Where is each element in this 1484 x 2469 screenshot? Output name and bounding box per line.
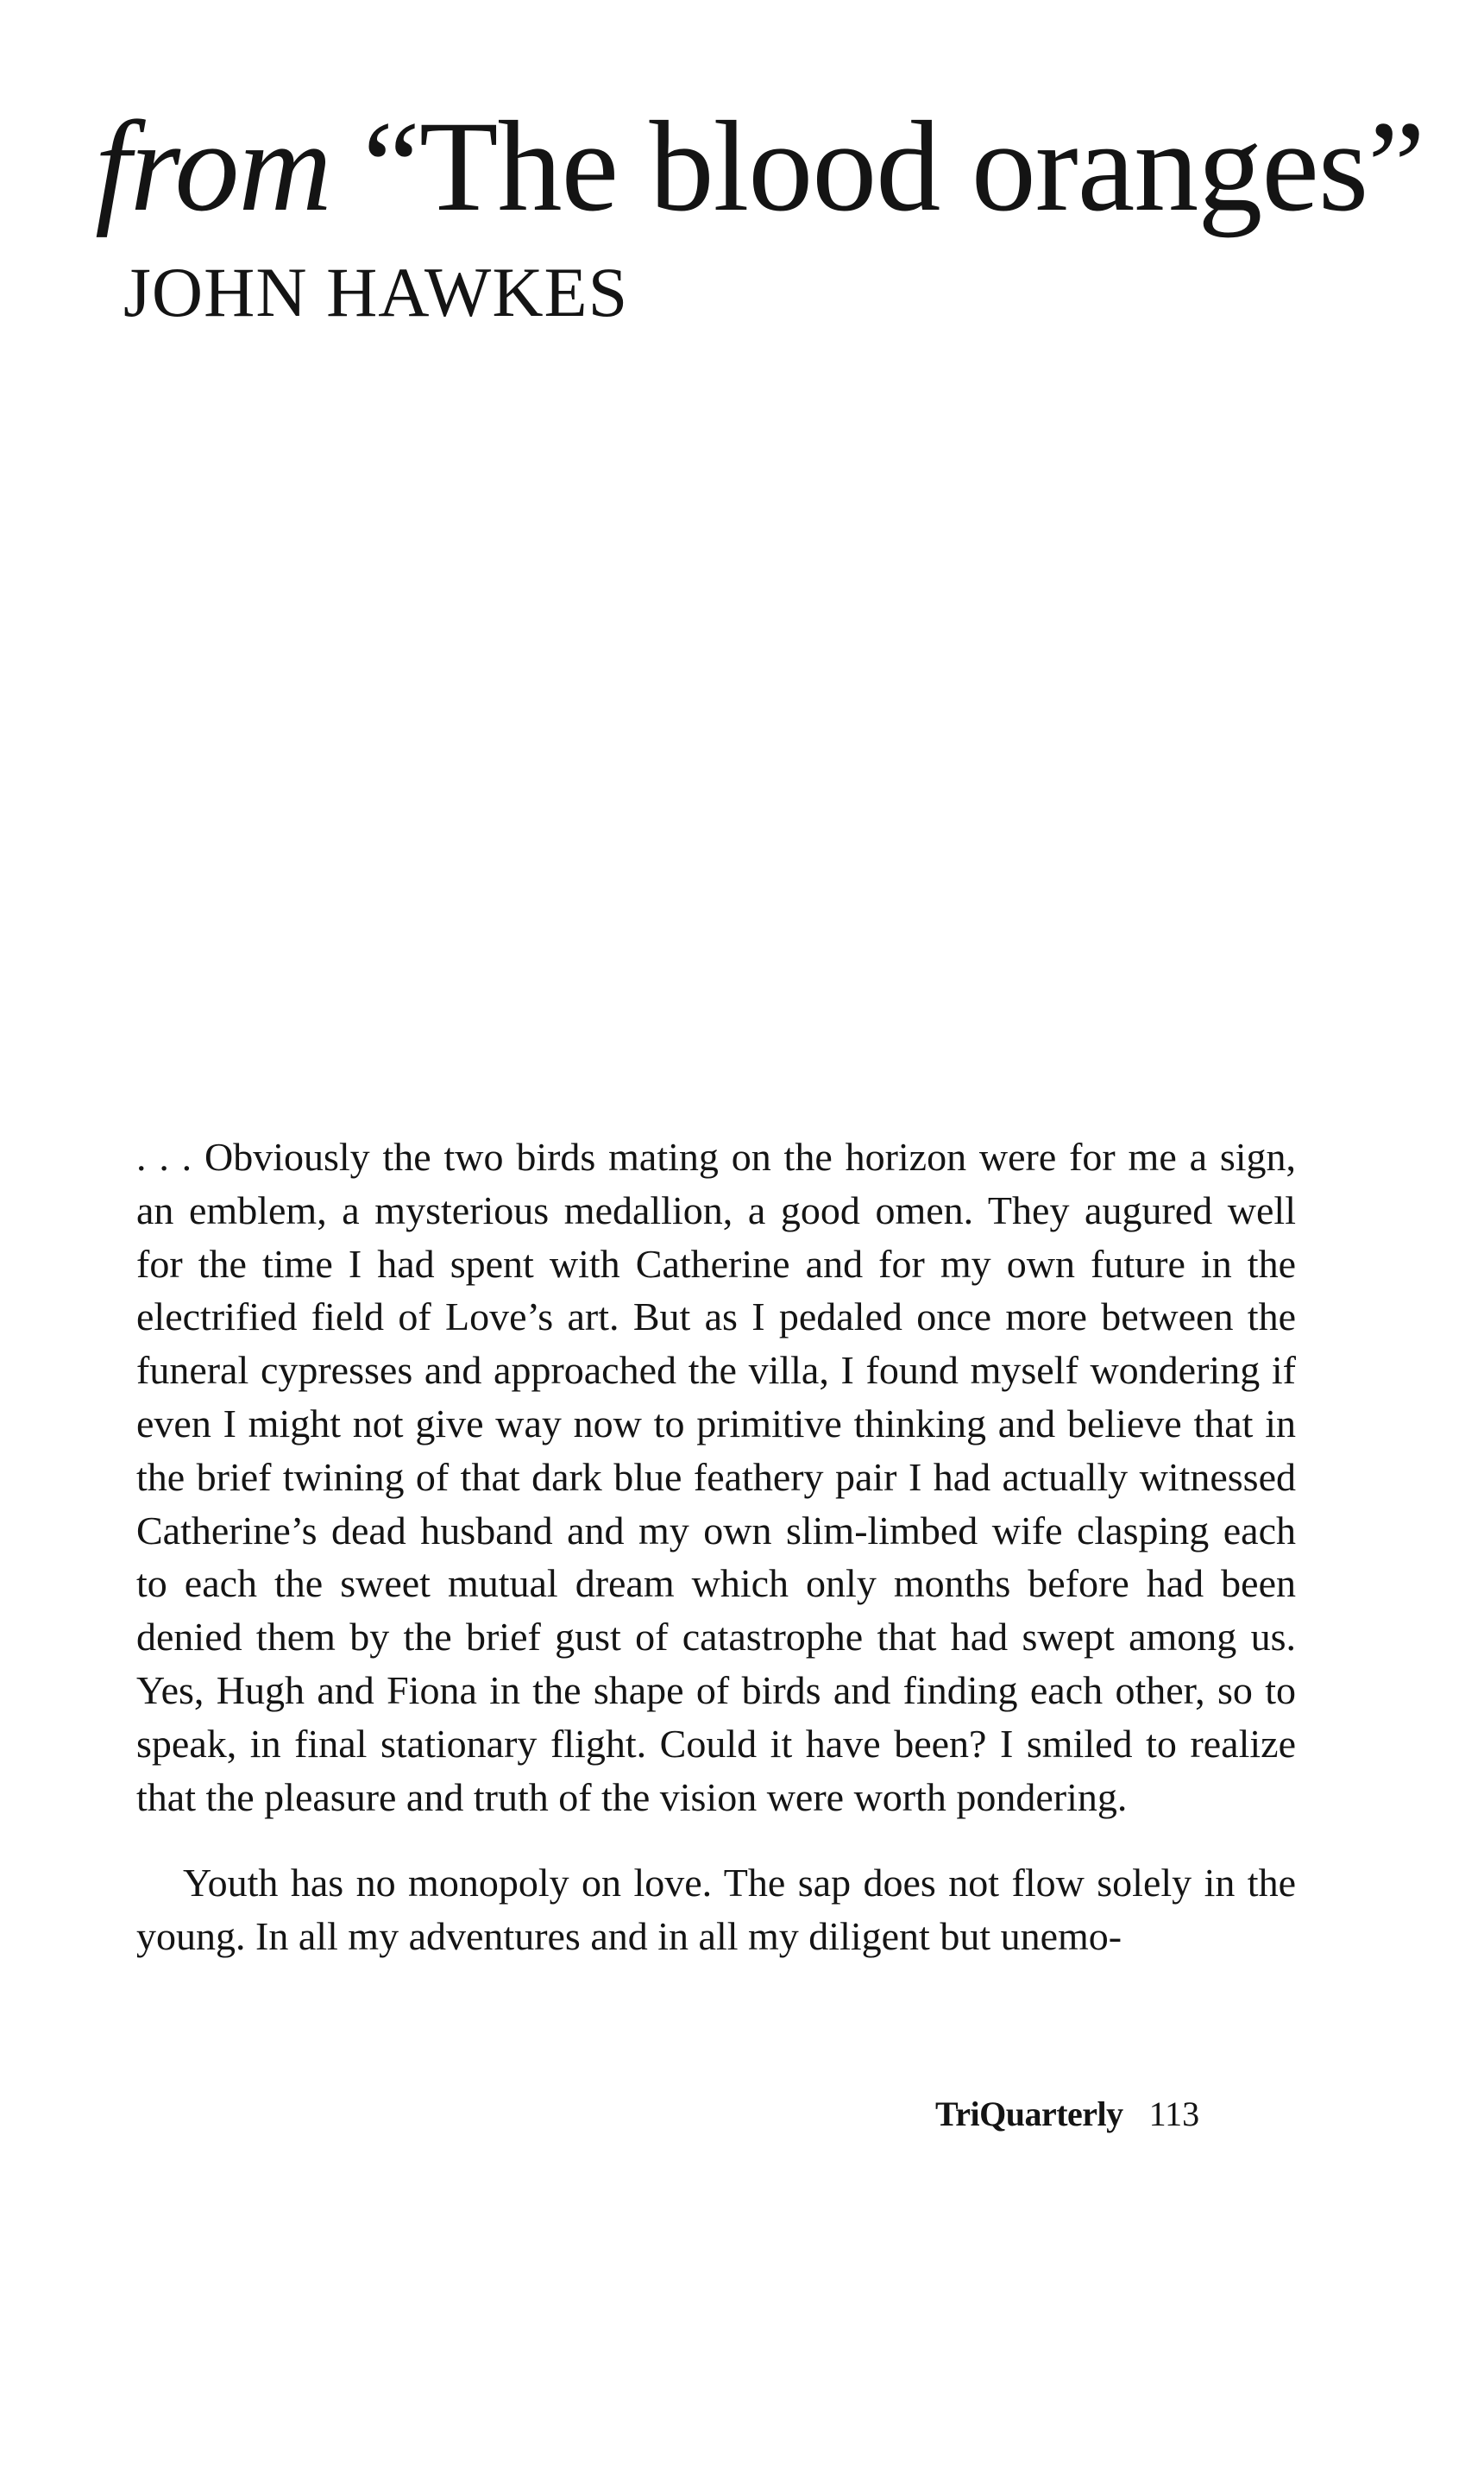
paragraph: Youth has no monopoly on love. The sap does not flow solely in the young. In all my adventures and in all my diligent but unemo- — [136, 1861, 1296, 1959]
title-main: “The blood oranges” — [362, 95, 1424, 238]
paragraph: . . . Obviously the two birds mating on the horizon were for me a sign, an emblem, a mysterious medallion, a good omen. They augured well for the time I had spent with Catherine and for my own future in the electrified field of Love’s art. But as I pedaled once more between the funeral cypresses and approached the villa, I found myself wondering if even I might not give way now to primitive thinking and believe that in the brief twining of that dark blue feathery pair I had actually witnessed Catherine’s dead husband and my own slim-limbed wife clasping each to each the sweet mutual dream which only months before had been denied them by the brief gust of catastrophe that had swept among us. Yes, Hugh and Fiona in the shape of birds and finding each other, so to speak, in final stationary flight. Could it have been? I smiled to realize that the pleasure and truth of the vision were worth pondering. — [136, 1135, 1296, 1819]
article-body — [136, 1131, 1296, 1963]
page-footer — [935, 2094, 1200, 2133]
title-prefix: from — [95, 95, 331, 238]
page-number: 113 — [1148, 2094, 1200, 2133]
journal-name: TriQuarterly — [935, 2094, 1123, 2133]
author-name: JOHN HAWKES — [123, 253, 629, 331]
page-title — [95, 95, 1424, 238]
